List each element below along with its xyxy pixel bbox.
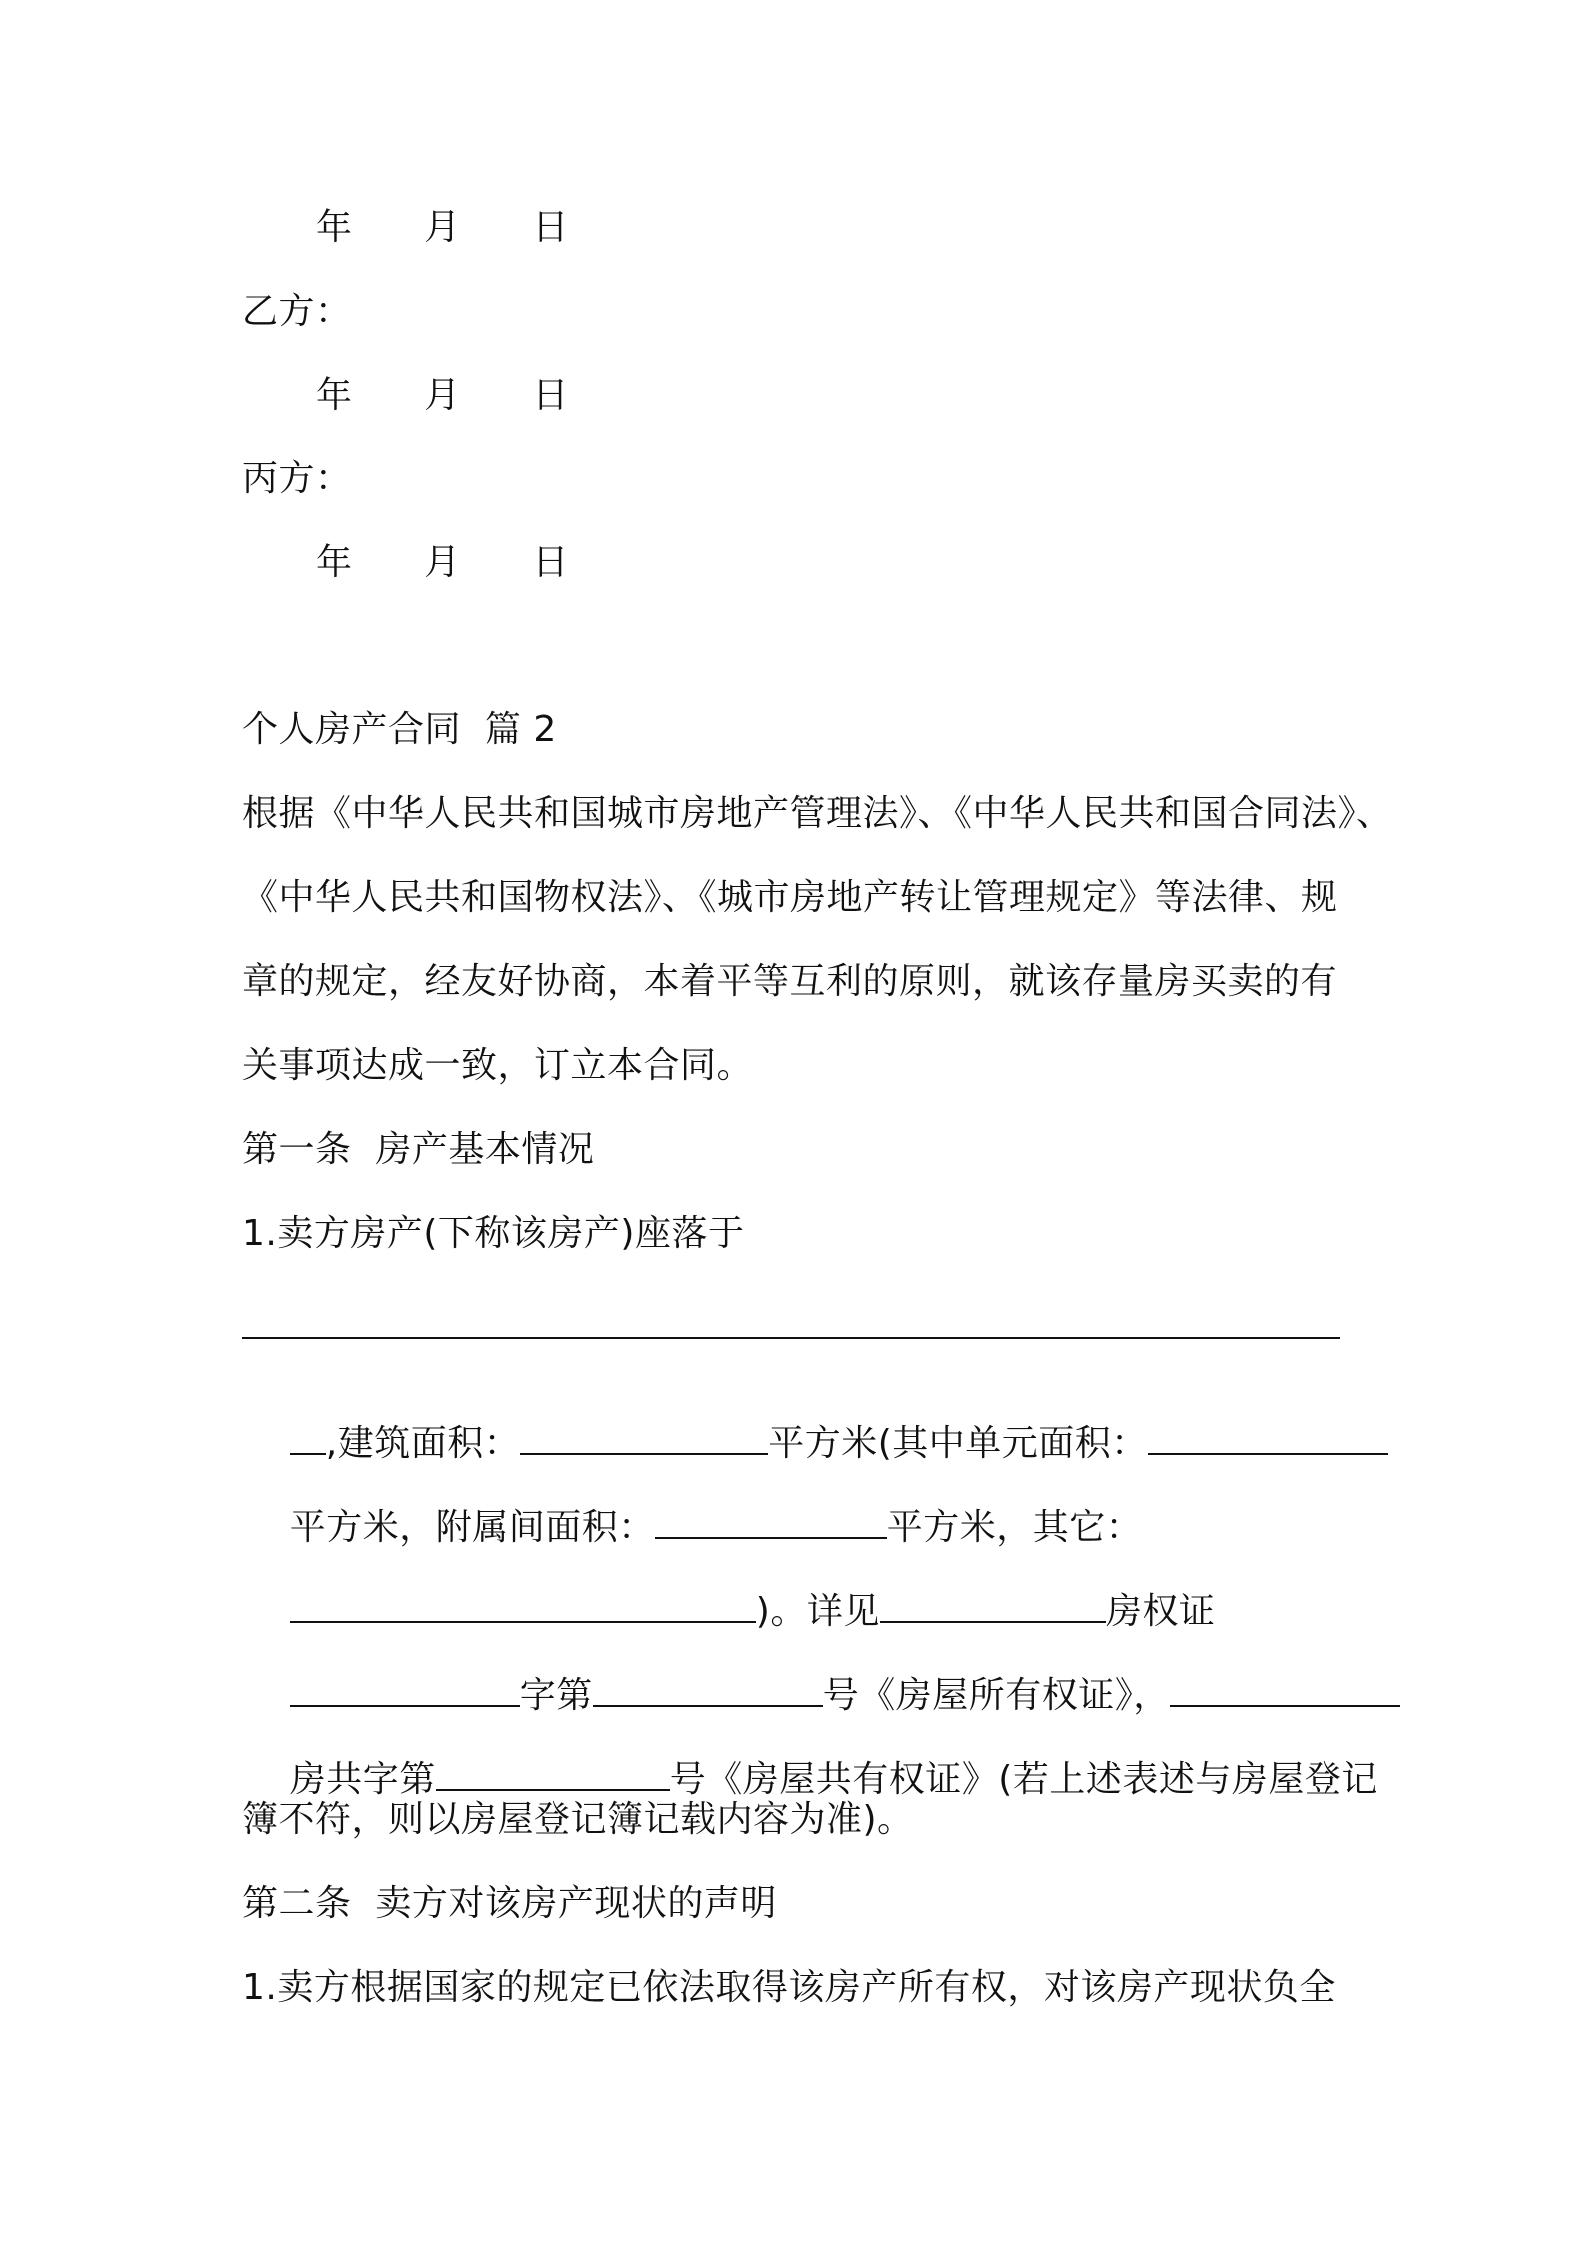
co-own-text: 房共字第 xyxy=(289,1759,436,1800)
area-label: ,建筑面积： xyxy=(325,1423,521,1464)
detail-see-text: )。详见 xyxy=(755,1591,880,1632)
party-b-label: 乙方： xyxy=(242,291,352,332)
co-cert-text: 号《房屋共有权证》(若上述表述与房屋登记 xyxy=(669,1759,1378,1800)
fill-in-blank xyxy=(520,1423,768,1455)
cert-label: 房权证 xyxy=(1105,1591,1216,1632)
article-heading: 第一条 房产基本情况 xyxy=(242,1129,595,1170)
article-heading: 第二条 卖方对该房产现状的声明 xyxy=(242,1883,777,1924)
preamble-line: 章的规定，经友好协商，本着平等互利的原则，就该存量房买卖的有 xyxy=(242,961,1338,1002)
fill-in-blank xyxy=(655,1507,887,1539)
fill-in-blank xyxy=(1170,1675,1400,1707)
unit-text: 平方米，其它： xyxy=(886,1507,1143,1548)
fill-in-blank xyxy=(880,1591,1106,1623)
party-c-label: 丙方： xyxy=(242,458,352,499)
cert-name-text: 号《房屋所有权证》， xyxy=(822,1675,1170,1716)
fill-in-blank xyxy=(242,1337,1340,1339)
section-title: 个人房产合同 篇 2 xyxy=(242,709,557,750)
unit-text: 平方米，附属间面积： xyxy=(289,1507,655,1548)
fill-in-blank xyxy=(436,1759,670,1791)
fill-in-blank xyxy=(1148,1423,1388,1455)
article-item: 1.卖方根据国家的规定已依法取得该房产所有权，对该房产现状负全 xyxy=(242,1967,1336,2008)
fill-in-blank xyxy=(290,1675,520,1707)
date-line: 年 月 日 xyxy=(316,207,569,248)
preamble-line: 关事项达成一致，订立本合同。 xyxy=(242,1045,754,1086)
preamble-line: 根据《中华人民共和国城市房地产管理法》、《中华人民共和国合同法》、 xyxy=(242,793,1393,834)
date-line: 年 月 日 xyxy=(316,375,569,416)
unit-text: 平方米(其中单元面积： xyxy=(768,1423,1148,1464)
preamble-line: 《中华人民共和国物权法》、《城市房地产转让管理规定》等法律、规 xyxy=(242,877,1338,918)
fill-in-blank xyxy=(290,1591,756,1623)
date-line: 年 月 日 xyxy=(316,542,569,583)
article-closing: 簿不符，则以房屋登记簿记载内容为准)。 xyxy=(242,1799,914,1840)
article-item: 1.卖方房产(下称该房产)座落于 xyxy=(242,1213,745,1254)
fill-in-blank xyxy=(593,1675,823,1707)
zi-di-text: 字第 xyxy=(519,1675,593,1716)
fill-in-blank xyxy=(290,1423,326,1455)
